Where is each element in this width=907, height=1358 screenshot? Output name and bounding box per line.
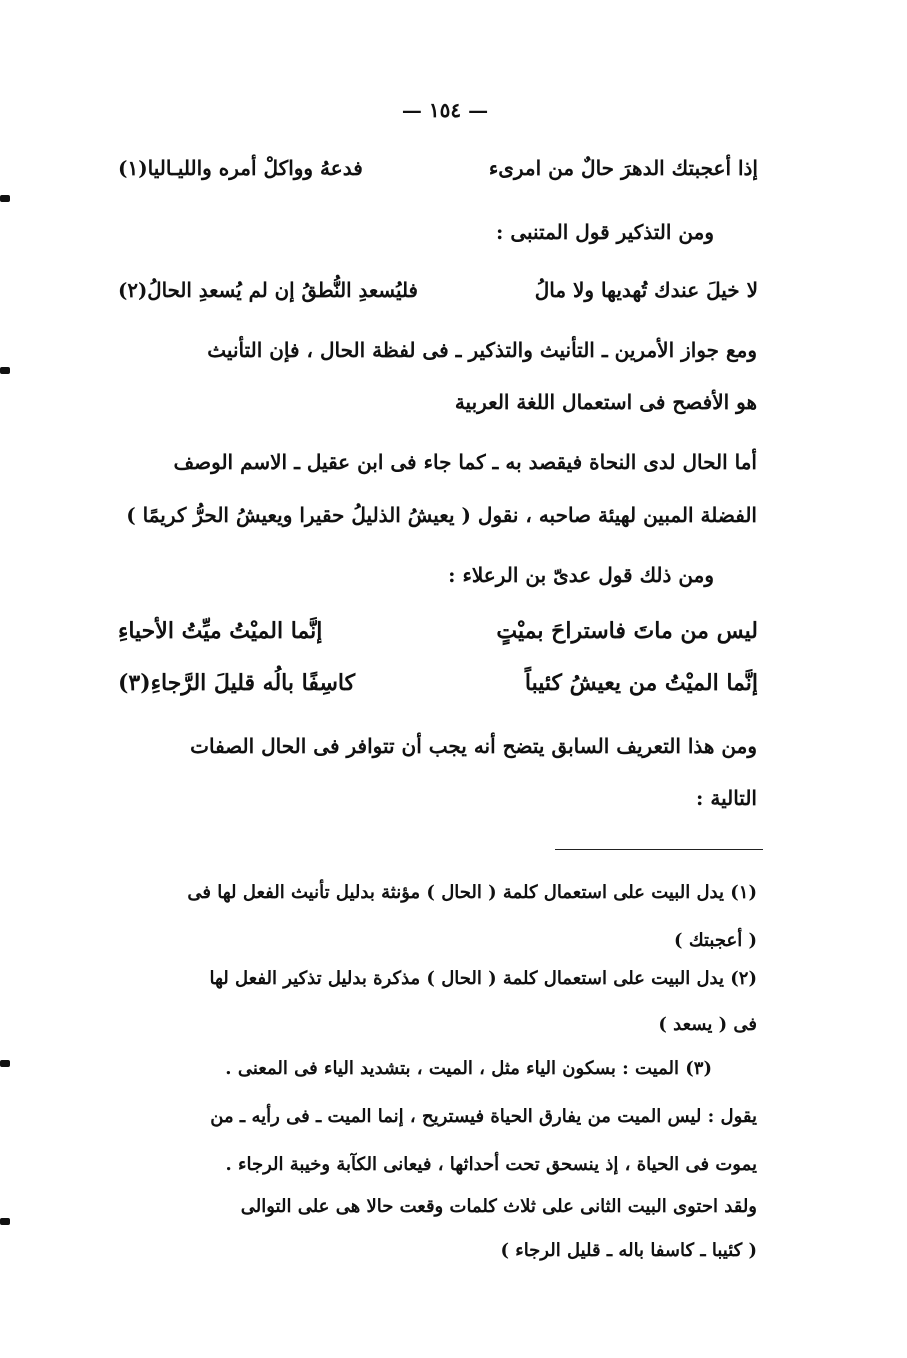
paragraph-3-line-2: التالية : bbox=[696, 786, 757, 810]
verse-2-second-hemistich: فليُسعدِ النُّطقُ إن لم يُسعدِ الحالُ(٢) bbox=[118, 278, 418, 302]
margin-mark bbox=[0, 1060, 10, 1067]
footnote-2-line-2: فى ( يسعد ) bbox=[658, 1014, 757, 1035]
footnote-2-line-1: (٢) يدل البيت على استعمال كلمة ( الحال ) مذكرة بدليل تذكير الفعل لها bbox=[209, 968, 757, 989]
footnote-1-line-2: ( أعجبتك ) bbox=[674, 930, 757, 951]
margin-mark bbox=[0, 1218, 10, 1225]
verse-4 bbox=[118, 672, 758, 698]
paragraph-2-line-1: أما الحال لدى النحاة فيقصد به ـ كما جاء فى ابن عقيل ـ الاسم الوصف bbox=[173, 450, 757, 474]
footnote-3-line-1: (٣) الميت : بسكون الياء مثل ، الميت ، بتشديد الياء فى المعنى . bbox=[225, 1058, 712, 1079]
intro-line-tadhkir: ومن التذكير قول المتنبى : bbox=[495, 220, 714, 244]
page-number: — ١٥٤ — bbox=[401, 98, 489, 122]
verse-3-second-hemistich: إنَّما الميْتُ ميِّتُ الأحياءِ bbox=[118, 618, 323, 644]
verse-1-second-hemistich: فدعهُ وواكلْ أمره والليـاليا(١) bbox=[118, 156, 363, 180]
paragraph-2-line-2: الفضلة المبين لهيئة صاحبه ، نقول ( يعيشُ الذليلُ حقيرا ويعيشُ الحرُّ كريمًا ) bbox=[126, 503, 757, 527]
footnote-3-line-2: يقول : ليس الميت من يفارق الحياة فيستريح ، إنما الميت ـ فى رأيه ـ من bbox=[210, 1106, 757, 1127]
verse-4-first-hemistich: إنَّما الميْتُ من يعيشُ كئيباً bbox=[524, 670, 758, 696]
footnote-1-line-1: (١) يدل البيت على استعمال كلمة ( الحال ) مؤنثة بدليل تأنيث الفعل لها فى bbox=[187, 882, 757, 903]
footnote-3-line-5: ( كئيبا ـ كاسفا باله ـ قليل الرجاء ) bbox=[500, 1240, 757, 1261]
paragraph-1-line-1: ومع جواز الأمرين ـ التأنيث والتذكير ـ فى لفظة الحال ، فإن التأنيث bbox=[207, 338, 757, 362]
verse-3-first-hemistich: ليس من ماتَ فاستراحَ بميْتٍ bbox=[496, 618, 758, 644]
verse-3 bbox=[118, 620, 758, 646]
verse-1-first-hemistich: إذا أعجبتك الدهرَ حالٌ من امرىء bbox=[488, 156, 758, 180]
paragraph-3-line-1: ومن هذا التعريف السابق يتضح أنه يجب أن تتوافر فى الحال الصفات bbox=[190, 734, 757, 758]
verse-2 bbox=[118, 280, 758, 304]
footnote-separator bbox=[555, 849, 763, 850]
paragraph-1-line-2: هو الأفصح فى استعمال اللغة العربية bbox=[454, 390, 757, 414]
footnote-3-line-3: يموت فى الحياة ، إذ ينسحق تحت أحداثها ، فيعانى الكآبة وخيبة الرجاء . bbox=[225, 1154, 757, 1175]
footnote-3-line-4: ولقد احتوى البيت الثانى على ثلاث كلمات وقعت حالا هى على التوالى bbox=[240, 1196, 757, 1217]
intro-line-adi: ومن ذلك قول عدىّ بن الرعلاء : bbox=[448, 563, 714, 587]
margin-mark bbox=[0, 195, 10, 202]
verse-1 bbox=[118, 158, 758, 182]
margin-mark bbox=[0, 367, 10, 374]
verse-2-first-hemistich: لا خيلَ عندك تُهديها ولا مالُ bbox=[534, 278, 758, 302]
verse-4-second-hemistich: كاسِفًا بالُه قليلَ الرَّجاءِ(٣) bbox=[118, 670, 356, 696]
